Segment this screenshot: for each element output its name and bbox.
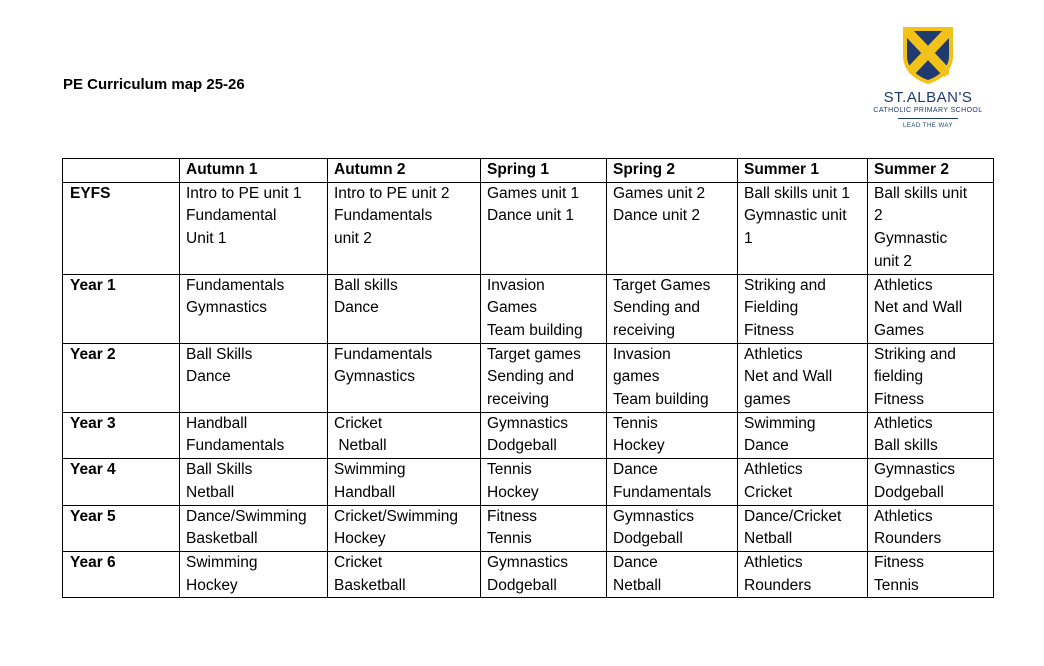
school-crest-icon	[900, 24, 956, 86]
table-cell: Invasion Games Team building	[481, 274, 607, 343]
table-cell: Cricket Netball	[328, 412, 481, 458]
table-cell: Athletics Net and Wall games	[738, 343, 868, 412]
header-cell-autumn-2: Autumn 2	[328, 159, 481, 183]
table-cell: Invasion games Team building	[607, 343, 738, 412]
table-cell: Ball Skills Netball	[180, 459, 328, 505]
table-cell: Striking and Fielding Fitness	[738, 274, 868, 343]
page-title: PE Curriculum map 25-26	[63, 76, 245, 93]
table-cell: Ball skills unit 2 Gymnastic unit 2	[868, 182, 994, 274]
header-cell-autumn-1: Autumn 1	[180, 159, 328, 183]
table-cell: Gymnastics Dodgeball	[868, 459, 994, 505]
row-label: Year 6	[63, 551, 180, 597]
table-cell: Cricket/Swimming Hockey	[328, 505, 481, 551]
header-cell-summer-2: Summer 2	[868, 159, 994, 183]
table-cell: Dance Netball	[607, 551, 738, 597]
table-cell: Intro to PE unit 2 Fundamentals unit 2	[328, 182, 481, 274]
header-cell-corner	[63, 159, 180, 183]
table-cell: Dance/Cricket Netball	[738, 505, 868, 551]
table-cell: Games unit 2 Dance unit 2	[607, 182, 738, 274]
school-motto: LEAD THE WAY	[903, 123, 953, 129]
table-cell: Tennis Hockey	[607, 412, 738, 458]
table-cell: Swimming Dance	[738, 412, 868, 458]
table-cell: Athletics Cricket	[738, 459, 868, 505]
table-row-year-3	[63, 412, 994, 458]
table-cell: Dance Fundamentals	[607, 459, 738, 505]
table-cell: Cricket Basketball	[328, 551, 481, 597]
row-label: Year 5	[63, 505, 180, 551]
table-cell: Games unit 1 Dance unit 1	[481, 182, 607, 274]
table-row-year-5	[63, 505, 994, 551]
table-cell: Swimming Hockey	[180, 551, 328, 597]
table-row-year-6	[63, 551, 994, 597]
table-cell: Fundamentals Gymnastics	[328, 343, 481, 412]
table-cell: Gymnastics Dodgeball	[481, 551, 607, 597]
table-cell: Athletics Rounders	[868, 505, 994, 551]
row-label: EYFS	[63, 182, 180, 274]
table-row-year-4	[63, 459, 994, 505]
table-cell: Dance/Swimming Basketball	[180, 505, 328, 551]
table-cell: Fitness Tennis	[481, 505, 607, 551]
table-header-row	[63, 159, 994, 183]
row-label: Year 4	[63, 459, 180, 505]
table-row-eyfs	[63, 182, 994, 274]
row-label: Year 3	[63, 412, 180, 458]
table-cell: Ball Skills Dance	[180, 343, 328, 412]
table-cell: Intro to PE unit 1 Fundamental Unit 1	[180, 182, 328, 274]
table-cell: Athletics Net and Wall Games	[868, 274, 994, 343]
table-cell: Swimming Handball	[328, 459, 481, 505]
header-cell-spring-2: Spring 2	[607, 159, 738, 183]
table-cell: Gymnastics Dodgeball	[481, 412, 607, 458]
table-cell: Tennis Hockey	[481, 459, 607, 505]
table-cell: Ball skills Dance	[328, 274, 481, 343]
curriculum-table	[62, 158, 994, 598]
header-cell-spring-1: Spring 1	[481, 159, 607, 183]
table-cell: Athletics Ball skills	[868, 412, 994, 458]
table-cell: Fitness Tennis	[868, 551, 994, 597]
table-cell: Target Games Sending and receiving	[607, 274, 738, 343]
table-cell: Fundamentals Gymnastics	[180, 274, 328, 343]
row-label: Year 1	[63, 274, 180, 343]
row-label: Year 2	[63, 343, 180, 412]
table-cell: Target games Sending and receiving	[481, 343, 607, 412]
school-name: ST.ALBAN'S	[883, 89, 973, 106]
logo-divider	[898, 118, 958, 119]
table-row-year-2	[63, 343, 994, 412]
table-row-year-1	[63, 274, 994, 343]
table-cell: Striking and fielding Fitness	[868, 343, 994, 412]
table-cell: Handball Fundamentals	[180, 412, 328, 458]
table-cell: Athletics Rounders	[738, 551, 868, 597]
header-cell-summer-1: Summer 1	[738, 159, 868, 183]
school-subtitle: CATHOLIC PRIMARY SCHOOL	[873, 107, 983, 114]
table-cell: Ball skills unit 1 Gymnastic unit 1	[738, 182, 868, 274]
table-cell: Gymnastics Dodgeball	[607, 505, 738, 551]
school-logo	[868, 24, 988, 130]
